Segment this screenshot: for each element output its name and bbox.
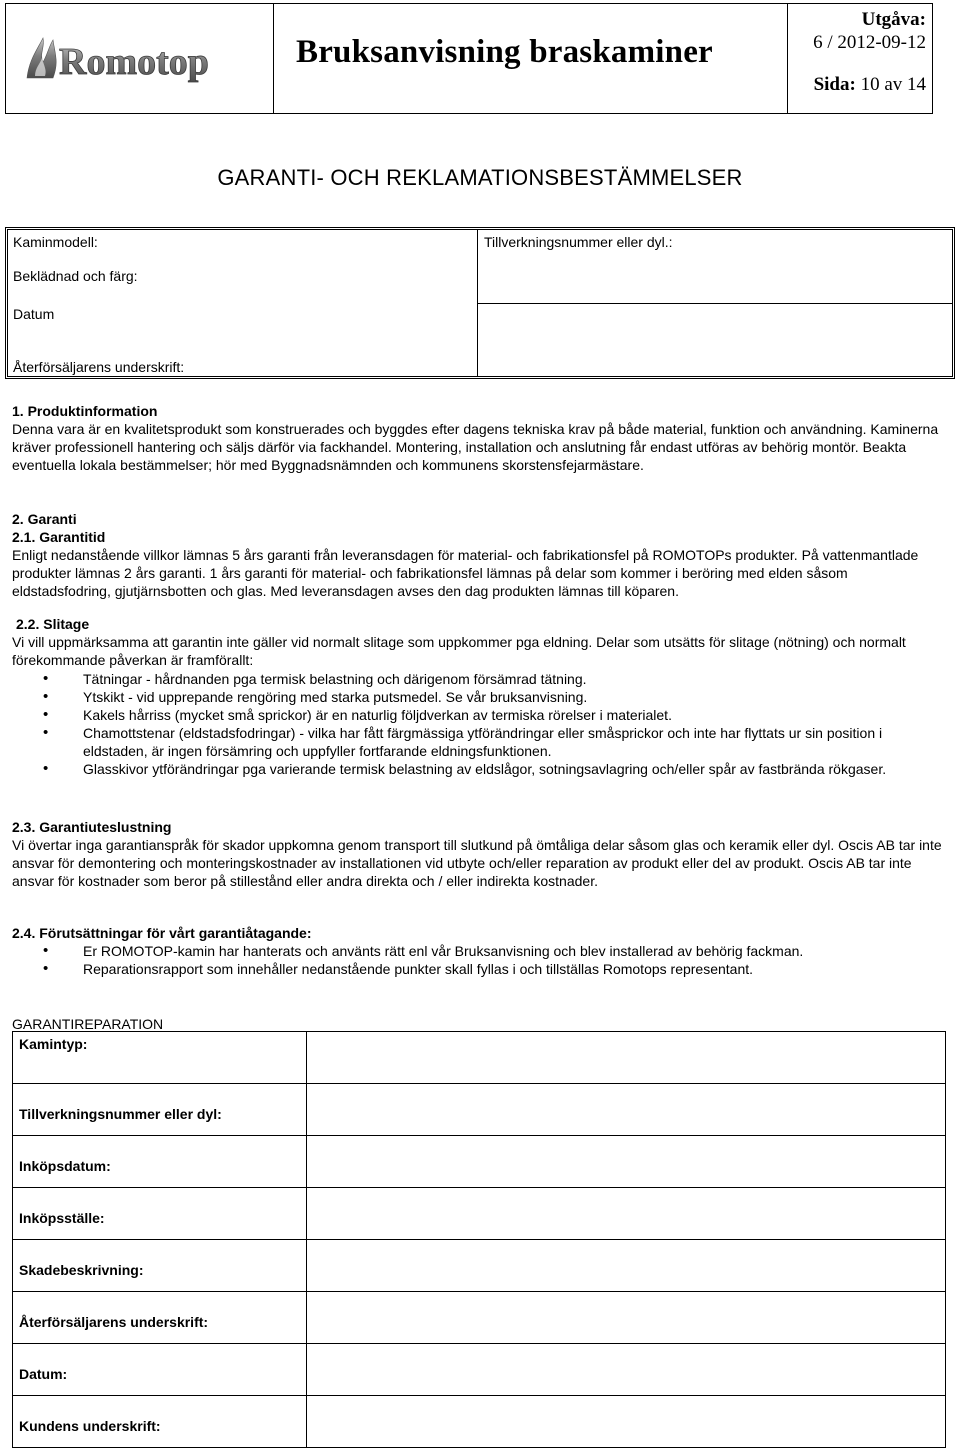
section-2-2-title: 2.2. Slitage <box>16 616 90 632</box>
row-label-inkopsdatum: Inköpsdatum: <box>13 1136 307 1188</box>
section-2-3-title: 2.3. Garantiuteslustning <box>12 819 172 835</box>
list-item: • Tätningar - hårdnanden pga termisk belastning och därigenom försämrad tätning. <box>12 670 944 688</box>
list-item: • Chamottstenar (eldstadsfodringar) - vilka har fått färgmässiga ytförändringar eller småsprickor och inte har flyttats ur sin position i eldstaden, är ingen försämring och uppfyller fortfarande eldningsfunktionen. <box>12 724 944 760</box>
list-item: • Reparationsrapport som innehåller nedanstående punkter skall fyllas i och tillställas Romotops representant. <box>12 960 944 978</box>
list-item: • Er ROMOTOP-kamin har hanterats och använts rätt enl vår Bruksanvisning och blev installerad av behörig fackman. <box>12 942 944 960</box>
page-info <box>814 74 926 96</box>
row-label-skadebeskrivning: Skadebeskrivning: <box>13 1240 307 1292</box>
edition-value: 6 / 2012-09-12 <box>813 32 926 53</box>
section-1-title: 1. Produktinformation <box>12 403 158 419</box>
document-header <box>5 3 933 114</box>
section-2-3-text: Vi övertar inga garantianspråk för skador uppkomna genom transport till slutkund på ömtåliga delar såsom glas och keramik eller dyl. Oscis AB tar inte ansvar för demontering och monteringskostnader av installationen vid utbyte och/eller reparation av produkt eller del av produkt. Oscis AB tar inte ansvar för kostnader som beror på stillestånd eller andra direkta och / eller indirekta kostnader. <box>12 837 942 889</box>
table-row <box>13 1136 946 1188</box>
forutsattningar-list <box>12 942 944 978</box>
row-value-cell[interactable] <box>307 1188 946 1240</box>
table-row <box>13 1344 946 1396</box>
list-item: • Glasskivor ytförändringar pga varierande termisk belastning av eldslågor, sotningsavlagring och/eller spår av fastbrända rökgaser. <box>12 760 944 778</box>
row-label-tillverkningsnummer: Tillverkningsnummer eller dyl: <box>13 1084 307 1136</box>
row-value-cell[interactable] <box>307 1240 946 1292</box>
section-2-1-text: Enligt nedanstående villkor lämnas 5 års garanti från leveransdagen för material- och fabrikationsfel på ROMOTOPs produkter. På vattenmantlade produkter lämnas 2 års garanti. 1 års garanti för material- och fabrikationsfel lämnas på delar som kommer i beröring med elden såsom eldstadsfodring, gjutjärnsbotten och glas. Med leveransdagen avses den dag produkten lämnas till köparen. <box>12 547 919 599</box>
section-2-1-title: 2.1. Garantitid <box>12 529 106 545</box>
logo-text: Romotop <box>59 41 209 83</box>
section-2-4-title: 2.4. Förutsättningar för vårt garantiåtagande: <box>12 925 312 941</box>
table-row <box>13 1240 946 1292</box>
row-value-cell[interactable] <box>307 1084 946 1136</box>
field-tillverkningsnummer: Tillverkningsnummer eller dyl.: <box>484 234 673 250</box>
field-kaminmodell: Kaminmodell: <box>13 234 98 250</box>
section-garantiuteslutning <box>12 818 944 890</box>
row-label-kundens-underskrift: Kundens underskrift: <box>13 1396 307 1448</box>
field-datum: Datum <box>13 306 55 322</box>
section-garanti <box>12 510 944 600</box>
table-row <box>13 1032 946 1084</box>
list-item: • Kakels hårriss (mycket små sprickor) är en naturlig följdverkan av termiska rörelser i materialet. <box>12 706 944 724</box>
document-title: Bruksanvisning braskaminer <box>296 34 713 70</box>
table-row <box>13 1188 946 1240</box>
row-value-cell[interactable] <box>307 1396 946 1448</box>
section-slitage <box>12 615 944 778</box>
page-label: Sida: <box>813 74 856 95</box>
section-2-title: 2. Garanti <box>12 511 77 527</box>
edition-label: Utgåva: <box>861 9 926 30</box>
row-value-cell[interactable] <box>307 1136 946 1188</box>
row-value-cell[interactable] <box>307 1344 946 1396</box>
garantireparation-title: GARANTIREPARATION <box>12 1016 164 1032</box>
garantireparation-table <box>12 1031 946 1448</box>
section-2-2-text: Vi vill uppmärksamma att garantin inte gäller vid normalt slitage som uppkommer pga eldning. Delar som utsätts för slitage (nötning) och normalt förekommande påverkan är framförallt: <box>12 634 906 668</box>
list-item: • Ytskikt - vid upprepande rengöring med starka putsmedel. Se vår bruksanvisning. <box>12 688 944 706</box>
row-value-cell[interactable] <box>307 1032 946 1084</box>
table-row <box>13 1292 946 1344</box>
page-title: GARANTI- OCH REKLAMATIONSBESTÄMMELSER <box>217 165 743 190</box>
row-value-cell[interactable] <box>307 1292 946 1344</box>
logo-cell <box>6 4 274 113</box>
row-label-datum: Datum: <box>13 1344 307 1396</box>
slitage-list <box>12 670 944 778</box>
page-value: 10 av 14 <box>860 74 926 95</box>
meta-cell <box>788 4 932 113</box>
title-cell <box>274 4 788 113</box>
table-row <box>13 1084 946 1136</box>
section-produktinformation <box>12 402 944 474</box>
product-form-box <box>5 227 955 379</box>
section-forutsattningar <box>12 924 944 978</box>
table-row <box>13 1396 946 1448</box>
row-label-aterforsaljare: Återförsäljarens underskrift: <box>13 1292 307 1344</box>
romotop-logo <box>23 28 223 90</box>
row-label-kamintyp: Kamintyp: <box>13 1032 307 1084</box>
edition-info <box>813 8 926 54</box>
section-1-text: Denna vara är en kvalitetsprodukt som konstruerades och byggdes efter dagens tekniska krav på både material, funktion och användning. Kaminerna kräver professionell hantering och säljs därför via fackhandel. Montering, installation och anslutning får endast utföras av behörig montör. Beakta eventuella lokala bestämmelser; hör med Byggnadsnämnden och kommunens skorstensfejarmästare. <box>12 421 939 473</box>
field-aterforsaljare: Återförsäljarens underskrift: <box>13 359 185 375</box>
field-bekladnad: Beklädnad och färg: <box>13 268 138 284</box>
row-label-inkopsstalle: Inköpsställe: <box>13 1188 307 1240</box>
form-divider-horizontal <box>477 303 952 304</box>
